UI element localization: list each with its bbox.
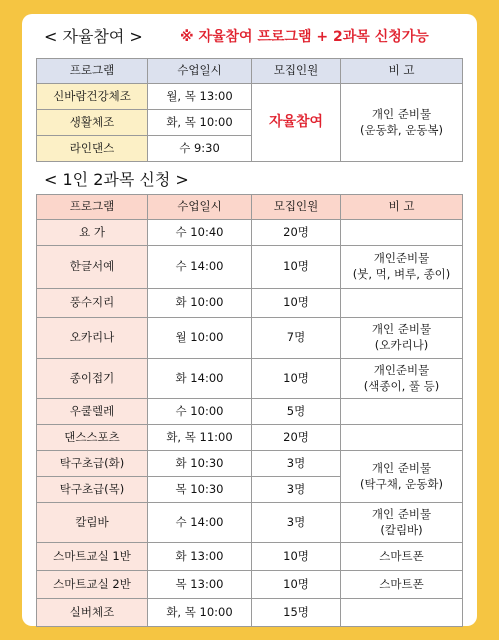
schedule-cell: 화, 목 10:00 xyxy=(148,599,252,627)
header-recruit: 모집인원 xyxy=(252,195,341,220)
schedule-cell: 수 9:30 xyxy=(148,136,252,162)
program-cell: 종이접기 xyxy=(37,359,148,399)
table-row xyxy=(37,503,463,543)
count-cell: 3명 xyxy=(252,477,341,503)
count-cell: 15명 xyxy=(252,599,341,627)
program-cell: 탁구초급(화) xyxy=(37,451,148,477)
remark-cell: 스마트폰 xyxy=(341,543,463,571)
program-cell: 실버체조 xyxy=(37,599,148,627)
header-remark: 비 고 xyxy=(341,59,463,84)
table-header-row xyxy=(37,59,463,84)
remark-line: 개인 준비물 xyxy=(371,106,432,121)
remark-cell xyxy=(341,289,463,318)
notice-note: ※ 자율참여 프로그램 + 2과목 신청가능 xyxy=(180,29,429,45)
schedule-cell: 화 14:00 xyxy=(148,359,252,399)
schedule-cell: 화, 목 10:00 xyxy=(148,110,252,136)
count-cell: 7명 xyxy=(252,318,341,359)
table-row xyxy=(37,543,463,571)
remark-cell xyxy=(341,451,463,503)
remark-cell xyxy=(341,599,463,627)
schedule-cell: 월, 목 13:00 xyxy=(148,84,252,110)
schedule-cell: 화 10:00 xyxy=(148,289,252,318)
header-program: 프로그램 xyxy=(37,195,148,220)
remark-cell: 스마트폰 xyxy=(341,571,463,599)
schedule-cell: 수 14:00 xyxy=(148,246,252,289)
header-remark: 비 고 xyxy=(341,195,463,220)
count-cell: 10명 xyxy=(252,571,341,599)
header-program: 프로그램 xyxy=(37,59,148,84)
table-row xyxy=(37,425,463,451)
program-cell: 오카리나 xyxy=(37,318,148,359)
count-cell: 10명 xyxy=(252,543,341,571)
program-cell: 한글서예 xyxy=(37,246,148,289)
remark-line: (색종이, 풀 등) xyxy=(363,378,440,393)
program-cell: 칼림바 xyxy=(37,503,148,543)
remark-cell xyxy=(341,220,463,246)
recruit-cell: 자율참여 xyxy=(252,84,341,162)
count-cell: 10명 xyxy=(252,289,341,318)
remark-cell xyxy=(341,399,463,425)
program-cell: 우쿨렐레 xyxy=(37,399,148,425)
table-row xyxy=(37,571,463,599)
count-cell: 3명 xyxy=(252,503,341,543)
remark-line: (탁구채, 운동화) xyxy=(360,476,443,491)
schedule-cell: 목 10:30 xyxy=(148,477,252,503)
remark-line: (오카리나) xyxy=(374,338,429,352)
count-cell: 5명 xyxy=(252,399,341,425)
section2-heading: < 1인 2과목 신청 > xyxy=(44,170,189,189)
schedule-cell: 수 10:00 xyxy=(148,399,252,425)
table-row xyxy=(37,246,463,289)
table-row xyxy=(37,399,463,425)
table-row xyxy=(37,289,463,318)
program-cell: 댄스스포츠 xyxy=(37,425,148,451)
schedule-cell: 목 13:00 xyxy=(148,571,252,599)
program-cell: 라인댄스 xyxy=(37,136,148,162)
program-cell: 풍수지리 xyxy=(37,289,148,318)
count-cell: 20명 xyxy=(252,425,341,451)
program-cell: 스마트교실 2반 xyxy=(37,571,148,599)
remark-cell xyxy=(341,246,463,289)
header-schedule: 수업일시 xyxy=(148,59,252,84)
remark-cell xyxy=(341,84,463,162)
table-row xyxy=(37,318,463,359)
section1-heading: < 자율참여 > xyxy=(44,27,143,46)
remark-line: (칼림바) xyxy=(380,522,423,537)
program-cell: 스마트교실 1반 xyxy=(37,543,148,571)
schedule-cell: 화 13:00 xyxy=(148,543,252,571)
table-row xyxy=(37,451,463,477)
remark-line: (운동화, 운동복) xyxy=(360,122,443,137)
remark-line: 개인 준비물 xyxy=(371,322,432,337)
remark-line: (붓, 먹, 벼루, 종이) xyxy=(352,267,451,281)
remark-line: 개인준비물 xyxy=(373,251,430,266)
schedule-cell: 화 10:30 xyxy=(148,451,252,477)
remark-cell xyxy=(341,503,463,543)
schedule-cell: 월 10:00 xyxy=(148,318,252,359)
table-row xyxy=(37,359,463,399)
count-cell: 10명 xyxy=(252,246,341,289)
remark-cell xyxy=(341,425,463,451)
self-participation-table xyxy=(36,58,463,162)
remark-line: 개인 준비물 xyxy=(371,506,432,521)
program-cell: 탁구초급(목) xyxy=(37,477,148,503)
table-row xyxy=(37,220,463,246)
count-cell: 10명 xyxy=(252,359,341,399)
remark-line: 개인 준비물 xyxy=(371,460,432,475)
program-cell: 생활체조 xyxy=(37,110,148,136)
two-subject-table xyxy=(36,194,463,627)
table-header-row xyxy=(37,195,463,220)
header-recruit: 모집인원 xyxy=(252,59,341,84)
schedule-cell: 수 10:40 xyxy=(148,220,252,246)
remark-cell xyxy=(341,318,463,359)
count-cell: 3명 xyxy=(252,451,341,477)
schedule-cell: 화, 목 11:00 xyxy=(148,425,252,451)
table-row xyxy=(37,84,463,110)
header-schedule: 수업일시 xyxy=(148,195,252,220)
schedule-cell: 수 14:00 xyxy=(148,503,252,543)
remark-line: 개인준비물 xyxy=(373,362,430,377)
program-cell: 요 가 xyxy=(37,220,148,246)
program-cell: 신바람건강체조 xyxy=(37,84,148,110)
count-cell: 20명 xyxy=(252,220,341,246)
remark-cell xyxy=(341,359,463,399)
table-row xyxy=(37,599,463,627)
